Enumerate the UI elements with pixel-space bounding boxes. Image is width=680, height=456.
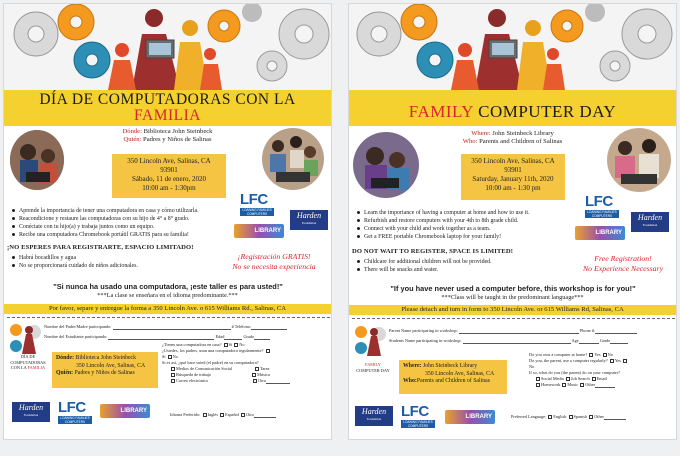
parent-name-field[interactable] [459, 329, 579, 334]
list-item: Conéctate con tu hijo(a) y trabaja juntos como un equipo. [11, 223, 233, 231]
registration-form: Parent Name participating in workshop: Phone #: Students Name participating in workshop: Age Grade [389, 328, 675, 344]
photo-group-circle [262, 128, 324, 190]
age-field[interactable] [579, 339, 599, 344]
parent-name-field[interactable] [113, 325, 231, 330]
lang-checkbox[interactable] [241, 413, 245, 417]
no-register-notice: ¡NO ESPERES PARA REGISTRARTE, ESPACIO LIMITADO! [7, 244, 194, 251]
address-line: 350 Lincoln Ave, Salinas, CA [471, 157, 555, 165]
where-label: Dónde: [122, 128, 142, 135]
q1-no-checkbox[interactable] [603, 353, 607, 357]
benefits-list [356, 209, 578, 241]
who-label: Who: [462, 138, 478, 146]
phone-field[interactable] [251, 325, 287, 330]
mini-info-box: Dónde: Biblioteca John Steinbeck 350 Lincoln Ave, Salinas, CA Quién: Padres y Niños de Salinas [52, 352, 158, 388]
lang-other-field[interactable] [604, 415, 626, 420]
who-value: Parents and Children of Salinas [479, 138, 563, 146]
age-field[interactable] [224, 335, 242, 340]
flyer-english [348, 3, 677, 440]
list-item: Childcare for additional children will not be provided. [356, 258, 578, 266]
hero-graphic [349, 4, 676, 90]
option-checkbox[interactable] [562, 383, 566, 387]
event-time: 10:00 am - 1:30 pm [485, 184, 541, 192]
photo-group-circle [607, 128, 671, 192]
lfc-logo: LFC LOANING FAMILIES COMPUTERS [585, 194, 619, 220]
harden-logo: Harden Foundation [355, 406, 393, 426]
who-label: Quién: [123, 136, 142, 144]
survey-questions: Do you own a computer at home? Yes No Do you, the parent, use a computer regularly? Yes No If so, what do you (the parent) do on your computer? Social Media Job Search Email Homework Music Other [529, 352, 675, 388]
list-item: Refurbish and restore computers with your 4th to 8th grade child. [356, 217, 578, 225]
notes-list [11, 254, 233, 270]
q2-yes-checkbox[interactable] [266, 349, 270, 353]
library-logo: LIBRARY [234, 224, 284, 238]
photo-children-circle [10, 130, 64, 190]
list-item: Learn the importance of having a computer at home and how to use it. [356, 209, 578, 217]
page-title [349, 102, 676, 122]
list-item: Aprende la importancia de tener una computadora en casa y cómo utilizarla. [11, 207, 233, 215]
option-checkbox[interactable] [171, 373, 175, 377]
option-checkbox[interactable] [580, 383, 584, 387]
mini-caption: FAMILY COMPUTER DAY [356, 362, 390, 373]
where-label: Where: [471, 130, 491, 137]
where-value: Biblioteca John Steinbeck [143, 128, 213, 135]
title-line1: DÍA DE COMPUTADORAS CON LA [39, 91, 296, 108]
cut-line [7, 317, 330, 318]
quote-text: "Si nunca ha usado una computadora, ¡este taller es para usted!" [53, 282, 283, 291]
title-line2: COMPUTER DAY [478, 102, 617, 121]
laptop-icon [146, 40, 174, 58]
flyer-spanish [3, 3, 332, 440]
event-date: Sábado, 11 de enero, 2020 [132, 175, 206, 183]
library-logo: LIBRARY [100, 404, 150, 418]
harden-logo: Harden Foundation [12, 402, 50, 422]
survey-questions: ¿Tienes una computadora en casa? Sí No ¿Ustedes, los padres, usan una computadora regularmente? Sí No Si es así, ¿qué hace usted (el padre) en su computadora? Medios de Comunicación Social Tarea Búsqueda de trabajo Música Correo electrónico Otro [162, 342, 328, 384]
language-note: ***La clase se enseñara en el idioma predominante.*** [97, 292, 238, 299]
lang-checkbox[interactable] [569, 415, 573, 419]
option-checkbox[interactable] [536, 383, 540, 387]
language-preference: Preferred Language: English Spanish Other [511, 414, 675, 420]
event-date: Saturday, January 11th, 2020 [472, 175, 554, 183]
grade-field[interactable] [254, 335, 270, 340]
mini-info-box: Where: John Steinbeck Library 350 Lincoln Ave, Salinas, CA Who:Parents and Children of Salinas [399, 360, 507, 394]
grade-field[interactable] [610, 339, 628, 344]
group-photo [607, 128, 671, 192]
option-checkbox[interactable] [252, 373, 256, 377]
no-register-notice: DO NOT WAIT TO REGISTER, SPACE IS LIMITED! [352, 248, 514, 255]
children-photo [10, 130, 64, 190]
q1-no-checkbox[interactable] [234, 343, 238, 347]
q2-no-checkbox[interactable] [168, 355, 172, 359]
list-item: Get a FREE portable Chromebook laptop for your family! [356, 233, 578, 241]
lang-checkbox[interactable] [548, 415, 552, 419]
event-details-box [112, 154, 226, 198]
gear-family-mini-icon [8, 322, 44, 354]
library-logo: LIBRARY [575, 226, 625, 240]
benefits-list [11, 207, 233, 239]
list-item: Reacondicione y restaure las computadoras con su hijo de 4° a 8° grado. [11, 215, 233, 223]
option-checkbox[interactable] [253, 379, 257, 383]
q1-yes-checkbox[interactable] [589, 353, 593, 357]
q2-yes-checkbox[interactable] [610, 359, 614, 363]
list-item: There will be snacks and water. [356, 266, 578, 274]
address-line: 350 Lincoln Ave, Salinas, CA [127, 157, 211, 165]
gear-family-illustration [4, 4, 331, 90]
q2-no-checkbox[interactable] [623, 359, 627, 363]
group-photo [262, 128, 324, 190]
title-line1: FAMILY [408, 102, 474, 121]
lfc-logo: LFC LOANING FAMILIES COMPUTERS [58, 400, 92, 426]
zip-code: 93901 [504, 166, 522, 174]
free-registration: ¡Registración GRATIS! No se necesita experiencia [232, 252, 316, 271]
gear-family-mini-icon [353, 324, 389, 356]
notes-list [356, 258, 578, 274]
gear-family-illustration [349, 4, 676, 90]
gear-icon [585, 4, 605, 22]
free-registration: Free Registration! No Experience Necessary [582, 254, 664, 273]
option-checkbox[interactable] [171, 379, 175, 383]
gear-icon [74, 42, 110, 78]
registration-form: Nombre del Padre/Madre participando: # Teléfono: Nombre del Estudiante participando: Edad Grado [44, 324, 330, 340]
gear-icon [242, 4, 262, 22]
list-item: No se proporcionará cuidado de niños adicionales. [11, 262, 233, 270]
mini-caption: DÍA DE COMPUTADORAS CON LA FAMILIA [10, 354, 46, 370]
who-value: Padres y Niños de Salinas [143, 136, 212, 144]
other-field[interactable] [266, 379, 290, 384]
dropoff-bar: Please detach and turn in form to 350 Lincoln Ave. or 615 Williams Rd, Salinas, CA [349, 305, 676, 315]
title-line2: FAMILIA [134, 107, 201, 124]
lang-other-field[interactable] [254, 413, 276, 418]
option-checkbox[interactable] [255, 367, 259, 371]
student-name-field[interactable] [108, 335, 214, 340]
other-field[interactable] [595, 383, 615, 388]
dropoff-bar: Por favor, separe y entregue la forma a 350 Lincoln Ave. o 615 Williams Rd., Salinas, CA [4, 304, 331, 314]
page-title [4, 92, 331, 124]
hero-graphic [4, 4, 331, 90]
lang-checkbox[interactable] [220, 413, 224, 417]
zip-code: 93901 [160, 166, 178, 174]
language-preference: Idioma Preferido: Inglés Español Otro [170, 412, 330, 418]
phone-field[interactable] [595, 329, 637, 334]
event-details-box [461, 154, 565, 200]
option-checkbox[interactable] [536, 377, 540, 381]
library-logo: LIBRARY [445, 410, 495, 424]
harden-logo: Harden Foundation [290, 210, 328, 230]
gear-icon [417, 42, 453, 78]
cut-line [352, 318, 675, 319]
harden-logo: Harden Foundation [631, 212, 669, 232]
where-value: John Steinbeck Library [492, 130, 554, 137]
lang-checkbox[interactable] [203, 413, 207, 417]
lfc-logo: LFC LOANING FAMILIES COMPUTERS [401, 404, 435, 430]
laptop-icon [489, 40, 517, 58]
list-item: Habrá bocadillos y agua [11, 254, 233, 262]
list-item: Recibe una computadora Chromebook portátil GRATIS para su familia! [11, 231, 233, 239]
language-note: ***Class will be taught in the predominant language*** [441, 294, 584, 301]
children-photo [353, 132, 419, 198]
list-item: Connect with your child and work together as a team. [356, 225, 578, 233]
photo-children-circle [353, 132, 419, 198]
option-checkbox[interactable] [171, 367, 175, 371]
lfc-logo: LFC LOANING FAMILIES COMPUTERS [240, 192, 274, 218]
q1-yes-checkbox[interactable] [224, 343, 228, 347]
student-name-field[interactable] [463, 339, 571, 344]
quote-text: "If you have never used a computer before, this workshop is for you!" [390, 284, 636, 293]
option-checkbox[interactable] [566, 377, 570, 381]
option-checkbox[interactable] [592, 377, 596, 381]
lang-checkbox[interactable] [589, 415, 593, 419]
event-time: 10:00 am - 1:30pm [142, 184, 196, 192]
